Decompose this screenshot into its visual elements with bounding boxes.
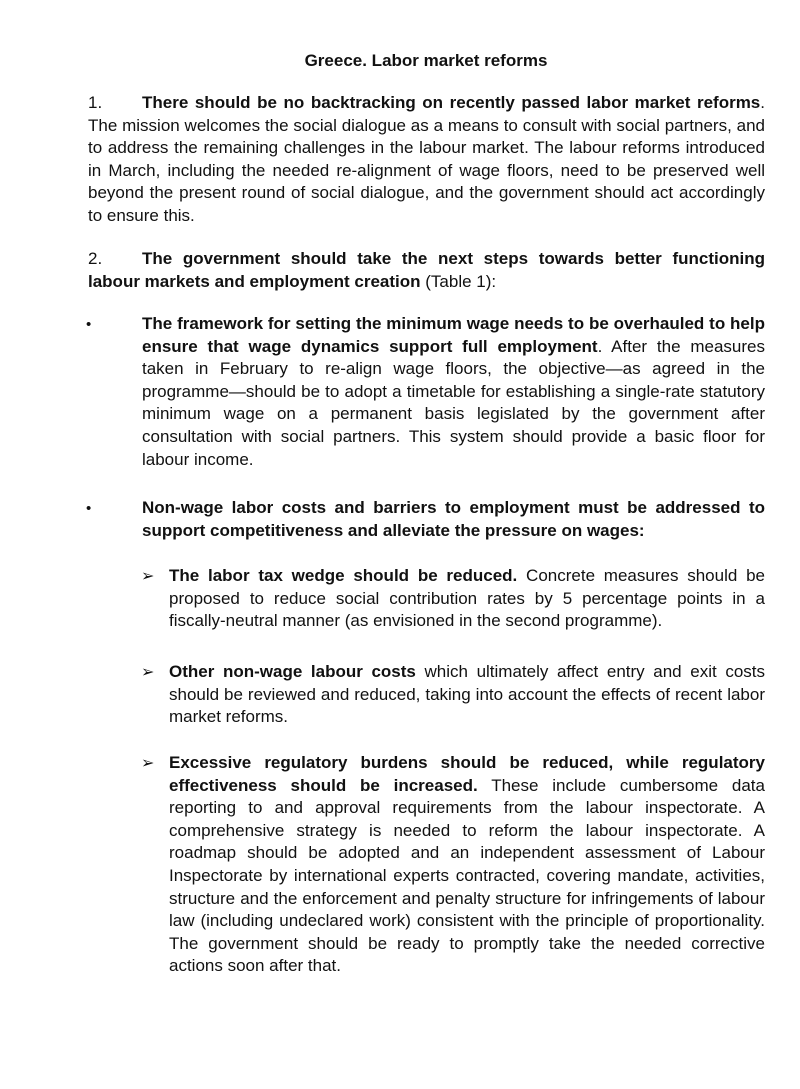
- bullet-marker: •: [86, 500, 92, 517]
- sub3-heading: Excessive regulatory burdens should be reduced, while regulatory effectiveness should be increased.: [169, 753, 765, 795]
- para1-heading: There should be no backtracking on recently passed labor market reforms: [142, 93, 761, 112]
- bullet-1: [142, 313, 765, 471]
- bullet1-body: . After the measures taken in February to re-align wage floors, the objective—as agreed in the programme—should be to adopt a timetable for establishing a single-rate statutory minimum wage on a permanent basis legislated by the government after consultation with social partners. This system should provide a basic floor for labour income.: [142, 336, 765, 469]
- bullet2-heading: Non-wage labor costs and barriers to employment must be addressed to support competitiveness and alleviate the pressure on wages:: [142, 498, 765, 540]
- page-title: Greece. Labor market reforms: [304, 51, 548, 70]
- bullet-2: [142, 497, 765, 542]
- para2-heading: The government should take the next steps towards better functioning labour markets and employment creation: [88, 249, 765, 291]
- arrow-bullet-icon: ➢: [141, 755, 155, 772]
- sub-item-3: [169, 752, 765, 978]
- bullet1-heading: The framework for setting the minimum wage needs to be overhauled to help ensure that wage dynamics support full employment: [142, 314, 765, 356]
- sub1-body: Concrete measures should be proposed to reduce social contribution rates by 5 percentage points in a fiscally-neutral manner (as envisioned in the second programme).: [169, 566, 765, 631]
- para1-body: . The mission welcomes the social dialogue as a means to consult with social partners, and to address the remaining challenges in the labour market. The labour reforms introduced in March, including the needed re-alignment of wage floors, need to be preserved well beyond the present round of social dialogue, and the government should act accordingly to ensure this.: [88, 93, 765, 225]
- sub1-heading: The labor tax wedge should be reduced.: [169, 566, 518, 585]
- sub2-body: which ultimately affect entry and exit costs should be reviewed and reduced, taking into account the effects of recent labor market reforms.: [169, 662, 765, 727]
- sub2-heading: Other non-wage labour costs: [169, 662, 416, 681]
- arrow-bullet-icon: ➢: [141, 664, 155, 681]
- sub3-body: These include cumbersome data reporting to and approval requirements from the labour inspectorate. A comprehensive strategy is needed to reform the labour inspectorate. A roadmap should be adopted and an independent assessment of Labour Inspectorate by international experts contracted, covering mandate, activities, structure and the enforcement and penalty structure for infringements of labour law (including undeclared work) consistent with the principle of proportionality. The government should be ready to promptly take the needed corrective actions soon after that.: [169, 775, 765, 976]
- para2-number: 2.: [88, 249, 103, 268]
- para1-number: 1.: [88, 93, 103, 112]
- paragraph-1: [88, 92, 765, 228]
- sub-item-2: [169, 661, 765, 729]
- bullet-marker: •: [86, 316, 92, 333]
- paragraph-2: [88, 248, 765, 293]
- arrow-bullet-icon: ➢: [141, 568, 155, 585]
- para2-body: (Table 1):: [420, 271, 497, 291]
- sub-item-1: [169, 565, 765, 633]
